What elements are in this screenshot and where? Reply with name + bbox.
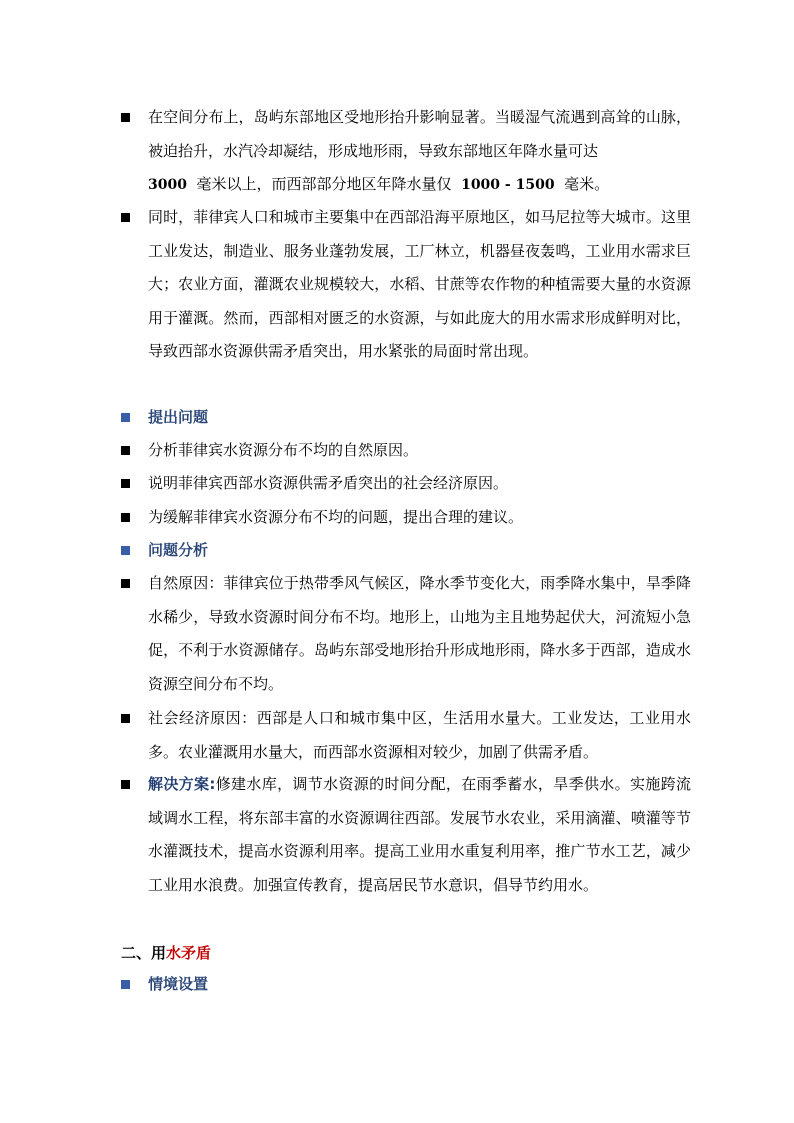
square-bullet-icon bbox=[121, 980, 130, 989]
list-item bbox=[121, 434, 691, 468]
square-bullet-icon bbox=[121, 513, 130, 522]
list-item bbox=[121, 201, 691, 369]
list-item bbox=[121, 401, 691, 435]
list-item bbox=[121, 101, 691, 203]
subheading: 情境设置 bbox=[148, 975, 209, 993]
square-bullet-icon bbox=[121, 546, 130, 555]
paragraph: 同时，菲律宾人口和城市主要集中在西部沿海平原地区，如马尼拉等大城市。这里工业发达，制造业、服务业蓬勃发展，工厂林立，机器昼夜轰鸣，工业用水需求巨大；农业方面，灌溉农业规模较大，水稻、甘蔗等农作物的种植需要大量的水资源用于灌溉。然而，西部相对匮乏的水资源，与如此庞大的用水需求形成鲜明对比，导致西部水资源供需矛盾突出，用水紧张的局面时常出现。 bbox=[148, 208, 691, 360]
square-bullet-icon bbox=[121, 479, 130, 488]
list-item bbox=[121, 968, 691, 1002]
list-item bbox=[121, 768, 691, 902]
square-bullet-icon bbox=[121, 413, 130, 422]
solution-label: 解决方案: bbox=[148, 775, 216, 793]
list-item bbox=[121, 501, 691, 535]
square-bullet-icon bbox=[121, 579, 130, 588]
section-heading: 二、用水矛盾 bbox=[121, 944, 212, 962]
subheading: 提出问题 bbox=[148, 408, 209, 426]
list-item bbox=[121, 567, 691, 701]
square-bullet-icon bbox=[121, 213, 130, 222]
paragraph: 解决方案:修建水库，调节水资源的时间分配，在雨季蓄水，旱季供水。实施跨流域调水工程，将东部丰富的水资源调往西部。发展节水农业，采用滴灌、喷灌等节水灌溉技术，提高水资源利用率。提高工业用水重复利用率，推广节水工艺，减少工业用水浪费。加强宣传教育，提高居民节水意识，倡导节约用水。 bbox=[148, 775, 691, 894]
square-bullet-icon bbox=[121, 113, 130, 122]
paragraph: 分析菲律宾水资源分布不均的自然原因。 bbox=[148, 441, 419, 459]
paragraph: 自然原因：菲律宾位于热带季风气候区，降水季节变化大，雨季降水集中，旱季降水稀少，导致水资源时间分布不均。地形上，山地为主且地势起伏大，河流短小急促，不利于水资源储存。岛屿东部受地形抬升形成地形雨，降水多于西部，造成水资源空间分布不均。 bbox=[148, 574, 691, 693]
paragraph: 社会经济原因：西部是人口和城市集中区，生活用水量大。工业发达，工业用水多。农业灌溉用水量大，而西部水资源相对较少，加剧了供需矛盾。 bbox=[148, 709, 691, 761]
paragraph: 在空间分布上，岛屿东部地区受地形抬升影响显著。当暖湿气流遇到高耸的山脉，被迫抬升，水汽冷却凝结，形成地形雨，导致东部地区年降水量可达 3000 毫米以上，而西部部分地区年降水量仅 1000 - 1500 毫米。 bbox=[148, 108, 691, 193]
list-item bbox=[121, 534, 691, 568]
paragraph: 为缓解菲律宾水资源分布不均的问题，提出合理的建议。 bbox=[148, 508, 524, 526]
square-bullet-icon bbox=[121, 446, 130, 455]
square-bullet-icon bbox=[121, 780, 130, 789]
square-bullet-icon bbox=[121, 714, 130, 723]
subheading: 问题分析 bbox=[148, 541, 209, 559]
list-item bbox=[121, 702, 691, 769]
paragraph: 说明菲律宾西部水资源供需矛盾突出的社会经济原因。 bbox=[148, 474, 509, 492]
list-item bbox=[121, 467, 691, 501]
